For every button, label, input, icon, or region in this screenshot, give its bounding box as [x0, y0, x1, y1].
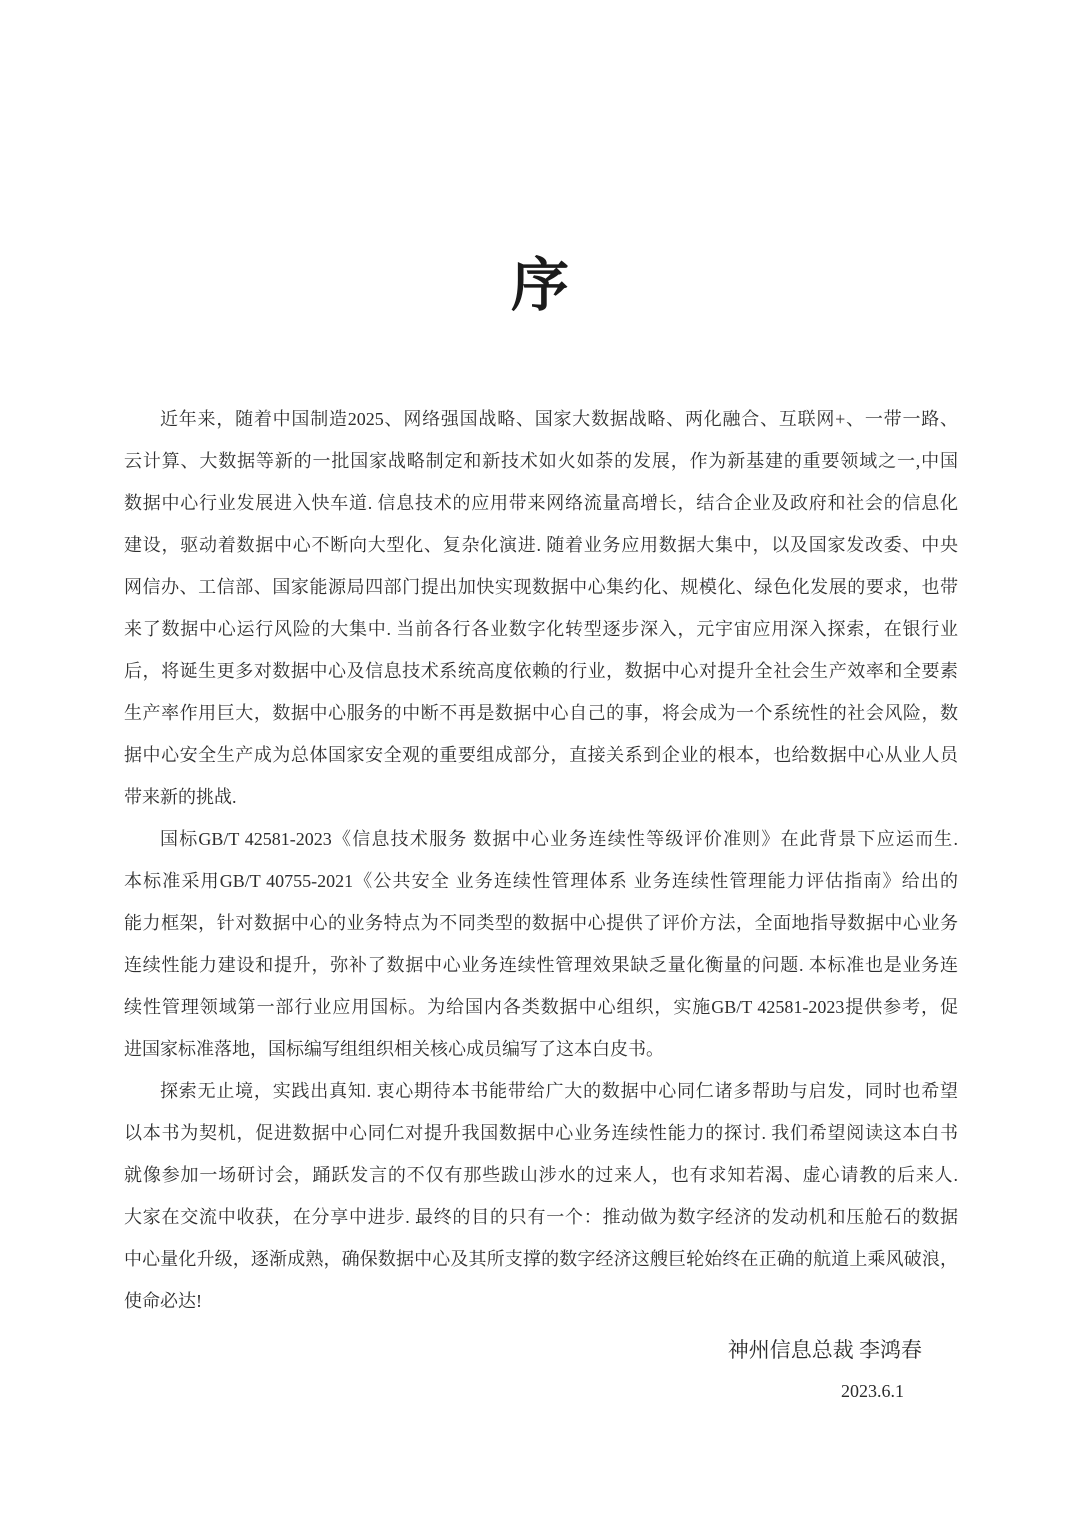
- paragraph-line: 据中心安全生产成为总体国家安全观的重要组成部分，直接关系到企业的根本，也给数据中心从业人员: [124, 745, 958, 765]
- paragraph-line: 就像参加一场研讨会，踊跃发言的不仅有那些跋山涉水的过来人，也有求知若渴、虚心请教的后来人.: [124, 1165, 958, 1185]
- signature: 神州信息总裁 李鸿春: [727, 1338, 922, 1362]
- paragraph-line: 数据中心行业发展进入快车道. 信息技术的应用带来网络流量高增长，结合企业及政府和社会的信息化: [124, 493, 958, 513]
- paragraph-line: 后，将诞生更多对数据中心及信息技术系统高度依赖的行业，数据中心对提升全社会生产效率和全要素: [124, 661, 958, 681]
- paragraph-line: 进国家标准落地，国标编写组组织相关核心成员编写了这本白皮书。: [124, 1039, 664, 1059]
- paragraph-line: 带来新的挑战.: [124, 787, 237, 807]
- paragraph-line: 云计算、大数据等新的一批国家战略制定和新技术如火如荼的发展，作为新基建的重要领域之一,中国: [124, 451, 958, 471]
- paragraph-line: 生产率作用巨大，数据中心服务的中断不再是数据中心自己的事，将会成为一个系统性的社会风险，数: [124, 703, 958, 723]
- paragraph-line: 以本书为契机，促进数据中心同仁对提升我国数据中心业务连续性能力的探讨. 我们希望阅读这本白书: [124, 1123, 958, 1143]
- paragraph-line: 能力框架，针对数据中心的业务特点为不同类型的数据中心提供了评价方法，全面地指导数据中心业务: [124, 913, 958, 933]
- paragraph-line: 大家在交流中收获，在分享中进步. 最终的目的只有一个：推动做为数字经济的发动机和压舱石的数据: [124, 1207, 958, 1227]
- paragraph-line: 来了数据中心运行风险的大集中. 当前各行各业数字化转型逐步深入，元宇宙应用深入探索，在银行业: [124, 619, 958, 639]
- page-title: 序: [510, 253, 571, 318]
- paragraph-line: 续性管理领域第一部行业应用国标。为给国内各类数据中心组织，实施GB/T 42581-2023提供参考，促: [124, 997, 958, 1017]
- paragraph-line: 连续性能力建设和提升，弥补了数据中心业务连续性管理效果缺乏量化衡量的问题. 本标准也是业务连: [124, 955, 958, 975]
- paragraph-line: 本标准采用GB/T 40755-2021《公共安全 业务连续性管理体系 业务连续性管理能力评估指南》给出的: [124, 871, 958, 891]
- paragraph-line: 网信办、工信部、国家能源局四部门提出加快实现数据中心集约化、规模化、绿色化发展的要求，也带: [124, 577, 958, 597]
- paragraph-line: 国标GB/T 42581-2023《信息技术服务 数据中心业务连续性等级评价准则》在此背景下应运而生.: [160, 829, 958, 849]
- paragraph-line: 建设，驱动着数据中心不断向大型化、复杂化演进. 随着业务应用数据大集中，以及国家发改委、中央: [124, 535, 958, 555]
- date: 2023.6.1: [841, 1381, 904, 1401]
- paragraph-line: 使命必达!: [124, 1291, 202, 1311]
- body-text: [124, 398, 958, 1322]
- paragraph-line: 探索无止境，实践出真知. 衷心期待本书能带给广大的数据中心同仁诸多帮助与启发，同时也希望: [160, 1081, 958, 1101]
- paragraph-line: 中心量化升级，逐渐成熟，确保数据中心及其所支撑的数字经济这艘巨轮始终在正确的航道上乘风破浪，: [124, 1249, 958, 1269]
- paragraph-line: 近年来，随着中国制造2025、网络强国战略、国家大数据战略、两化融合、互联网+、一带一路、: [160, 409, 958, 429]
